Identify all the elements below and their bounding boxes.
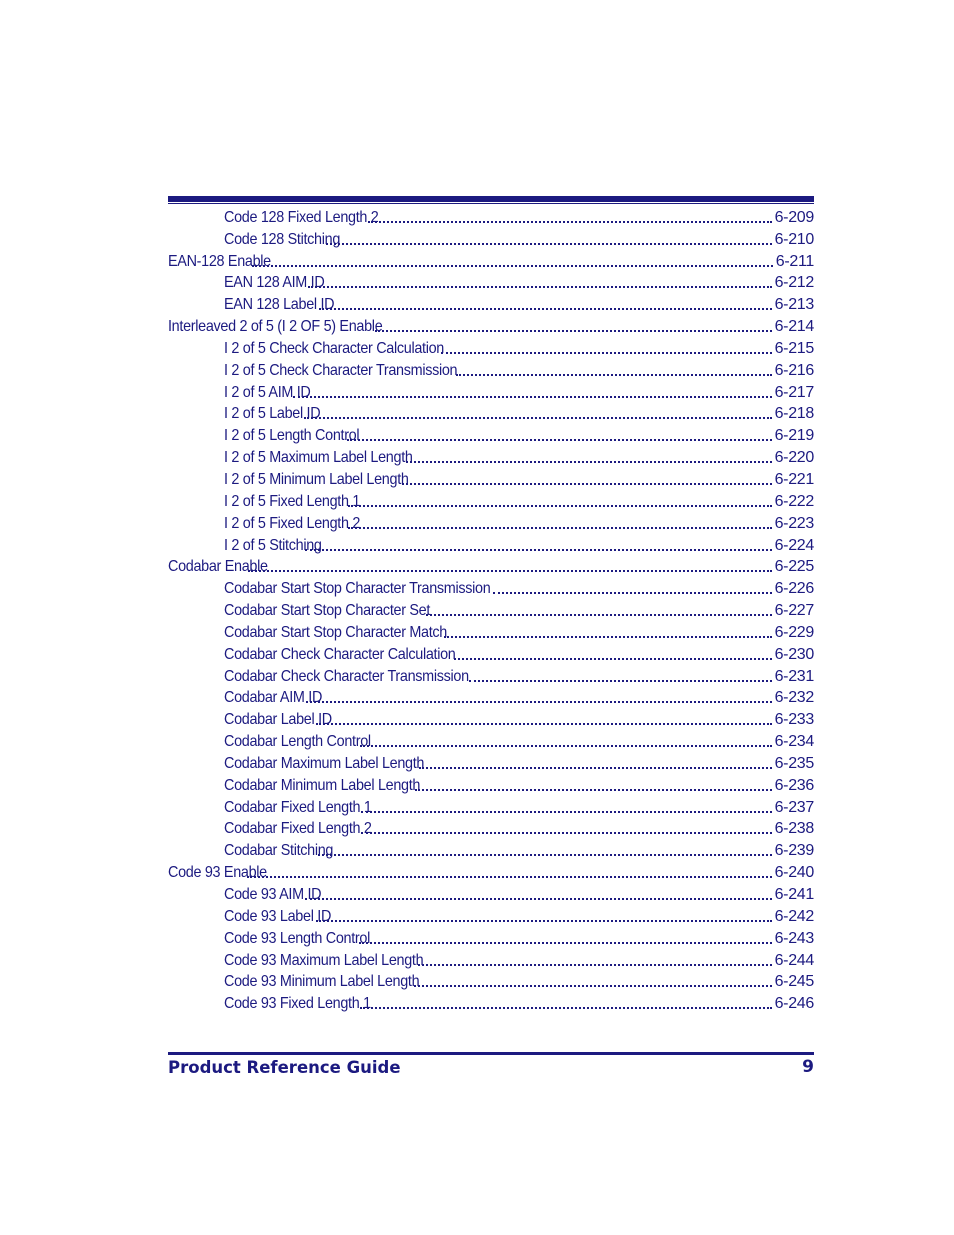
toc-entry[interactable] <box>168 620 814 642</box>
toc-entry-title: EAN-128 Enable <box>168 252 271 270</box>
toc-entry-page: 6-217 <box>774 383 814 401</box>
toc-entry-title: EAN 128 AIM ID <box>224 274 325 292</box>
toc-leader-dots <box>305 539 772 551</box>
toc-entry[interactable] <box>168 489 814 511</box>
toc-leader-dots <box>305 888 772 900</box>
toc-entry[interactable] <box>168 838 814 860</box>
toc-entry-page: 6-218 <box>774 405 814 423</box>
toc-entry-title: Codabar Start Stop Character Transmission <box>224 580 491 598</box>
toc-entry-title: Code 93 Label ID <box>224 907 332 925</box>
toc-entry-page: 6-235 <box>774 754 814 772</box>
toc-entry-page: 6-223 <box>774 514 814 532</box>
toc-entry[interactable] <box>168 642 814 664</box>
toc-entry-page: 6-243 <box>774 929 814 947</box>
toc-entry[interactable] <box>168 467 814 489</box>
toc-entry-title: Code 93 Enable <box>168 864 267 882</box>
toc-entry[interactable] <box>168 227 814 249</box>
toc-entry-title: Code 93 Length Control <box>224 929 370 947</box>
toc-entry-page: 6-227 <box>774 602 814 620</box>
toc-entry-title: Codabar Maximum Label Length <box>224 754 425 772</box>
toc-leader-dots <box>415 779 772 791</box>
toc-leader-dots <box>304 407 772 419</box>
toc-leader-dots <box>361 822 772 834</box>
toc-entry[interactable] <box>168 751 814 773</box>
toc-entry-title: Code 93 Fixed Length 1 <box>224 995 371 1013</box>
toc-leader-dots <box>306 691 772 703</box>
toc-entry-title: I 2 of 5 Maximum Label Length <box>224 449 413 467</box>
toc-entry-title: Code 93 Minimum Label Length <box>224 973 420 991</box>
toc-entry[interactable] <box>168 664 814 686</box>
toc-leader-dots <box>444 626 771 638</box>
toc-leader-dots <box>406 451 771 463</box>
toc-leader-dots <box>426 604 772 616</box>
toc-leader-dots <box>418 954 772 966</box>
toc-entry[interactable] <box>168 860 814 882</box>
toc-entry-page: 6-215 <box>774 339 814 357</box>
toc-entry[interactable] <box>168 423 814 445</box>
toc-entry-title: I 2 of 5 Check Character Calculation <box>224 339 444 357</box>
toc-leader-dots <box>316 910 772 922</box>
toc-entry[interactable] <box>168 511 814 533</box>
toc-entry-title: Codabar AIM ID <box>224 689 323 707</box>
toc-entry-page: 6-234 <box>774 733 814 751</box>
toc-leader-dots <box>347 429 772 441</box>
toc-entry-page: 6-212 <box>774 274 814 292</box>
toc-entry-title: Codabar Check Character Calculation <box>224 645 456 663</box>
toc-leader-dots <box>469 670 772 682</box>
toc-entry-page: 6-209 <box>774 208 814 226</box>
toc-entry-page: 6-245 <box>774 973 814 991</box>
toc-entry-title: Codabar Enable <box>168 558 268 576</box>
toc-entry-page: 6-229 <box>774 623 814 641</box>
toc-entry[interactable] <box>168 970 814 992</box>
toc-entry[interactable] <box>168 555 814 577</box>
toc-entry-title: I 2 of 5 AIM ID <box>224 383 311 401</box>
toc-entry-page: 6-240 <box>774 864 814 882</box>
toc-entry[interactable] <box>168 292 814 314</box>
toc-leader-dots <box>414 975 772 987</box>
toc-entry-title: I 2 of 5 Stitching <box>224 536 322 554</box>
toc-entry[interactable] <box>168 380 814 402</box>
toc-entry-title: Code 128 Stitching <box>224 230 341 248</box>
toc-entry-page: 6-237 <box>774 798 814 816</box>
toc-entry-page: 6-219 <box>774 427 814 445</box>
toc-entry-page: 6-221 <box>774 470 814 488</box>
toc-leader-dots <box>348 517 772 529</box>
toc-entry-title: Codabar Label ID <box>224 711 332 729</box>
toc-entry[interactable] <box>168 707 814 729</box>
toc-entry-title: I 2 of 5 Check Character Transmission <box>224 361 458 379</box>
toc-entry-title: Codabar Length Control <box>224 733 371 751</box>
toc-entry-title: I 2 of 5 Label ID <box>224 405 321 423</box>
toc-entry-page: 6-246 <box>774 995 814 1013</box>
toc-entry[interactable] <box>168 336 814 358</box>
toc-entry[interactable] <box>168 795 814 817</box>
toc-entry[interactable] <box>168 926 814 948</box>
toc-leader-dots <box>454 648 772 660</box>
toc-entry-title: Code 93 Maximum Label Length <box>224 951 424 969</box>
toc-leader-dots <box>316 713 771 725</box>
toc-entry[interactable] <box>168 249 814 271</box>
toc-entry-page: 6-238 <box>774 820 814 838</box>
toc-entry-title: I 2 of 5 Fixed Length 2 <box>224 514 361 532</box>
toc-entry-page: 6-244 <box>774 951 814 969</box>
table-of-contents <box>168 205 814 1013</box>
toc-entry-page: 6-241 <box>774 886 814 903</box>
footer-page-number: 9 <box>802 1057 814 1077</box>
toc-leader-dots <box>368 211 771 223</box>
toc-entry-title: Codabar Fixed Length 1 <box>224 798 372 816</box>
toc-leader-dots <box>318 844 772 856</box>
toc-leader-dots <box>293 386 772 398</box>
toc-entry-title: Codabar Minimum Label Length <box>224 776 421 794</box>
toc-entry-page: 6-231 <box>774 667 814 685</box>
toc-leader-dots <box>419 757 772 769</box>
toc-entry-title: I 2 of 5 Length Control <box>224 427 360 445</box>
toc-entry-page: 6-233 <box>774 711 814 729</box>
toc-entry-page: 6-216 <box>774 361 814 379</box>
toc-entry-title: Codabar Start Stop Character Match <box>224 623 448 641</box>
toc-entry[interactable] <box>168 991 814 1013</box>
toc-entry[interactable] <box>168 271 814 293</box>
toc-leader-dots <box>360 735 772 747</box>
toc-entry-page: 6-239 <box>774 842 814 860</box>
toc-entry[interactable] <box>168 358 814 380</box>
toc-entry[interactable] <box>168 882 814 904</box>
toc-entry[interactable] <box>168 904 814 926</box>
header-rule <box>168 196 814 202</box>
footer-rule <box>168 1052 814 1055</box>
toc-leader-dots <box>441 342 772 354</box>
toc-entry[interactable] <box>168 314 814 336</box>
toc-entry-page: 6-236 <box>774 776 814 794</box>
toc-leader-dots <box>348 495 772 507</box>
toc-entry-title: Codabar Check Character Transmission <box>224 667 469 685</box>
toc-entry-title: Interleaved 2 of 5 (I 2 OF 5) Enable <box>168 318 383 336</box>
toc-entry[interactable] <box>168 948 814 970</box>
toc-leader-dots <box>247 866 771 878</box>
toc-entry[interactable] <box>168 576 814 598</box>
toc-entry-page: 6-211 <box>775 252 814 270</box>
toc-entry[interactable] <box>168 598 814 620</box>
toc-entry-title: Code 93 AIM ID <box>224 886 322 903</box>
toc-leader-dots <box>326 233 772 245</box>
toc-leader-dots <box>359 932 772 944</box>
toc-entry[interactable] <box>168 205 814 227</box>
toc-entry-title: Code 128 Fixed Length 2 <box>224 208 379 226</box>
footer-title: Product Reference Guide <box>168 1058 401 1077</box>
toc-leader-dots <box>375 320 771 332</box>
toc-entry-page: 6-232 <box>774 689 814 707</box>
toc-entry-page: 6-226 <box>774 580 814 598</box>
toc-entry-page: 6-220 <box>774 449 814 467</box>
toc-entry[interactable] <box>168 533 814 555</box>
toc-entry[interactable] <box>168 445 814 467</box>
toc-entry-page: 6-242 <box>774 907 814 925</box>
toc-leader-dots <box>248 560 772 572</box>
toc-entry[interactable] <box>168 729 814 751</box>
toc-entry[interactable] <box>168 402 814 424</box>
toc-leader-dots <box>493 582 772 594</box>
toc-entry-page: 6-224 <box>774 536 814 554</box>
toc-entry-title: EAN 128 Label ID <box>224 296 335 314</box>
toc-leader-dots <box>360 997 772 1009</box>
toc-entry-page: 6-222 <box>774 492 814 510</box>
toc-entry-page: 6-225 <box>774 558 814 576</box>
toc-entry-title: Codabar Start Stop Character Set <box>224 602 431 620</box>
toc-entry-page: 6-213 <box>774 296 814 314</box>
toc-entry-page: 6-230 <box>774 645 814 663</box>
toc-entry[interactable] <box>168 773 814 795</box>
toc-entry-title: Codabar Fixed Length 2 <box>224 820 372 838</box>
toc-entry-title: I 2 of 5 Minimum Label Length <box>224 470 409 488</box>
toc-leader-dots <box>361 801 772 813</box>
toc-leader-dots <box>252 255 773 267</box>
toc-entry[interactable] <box>168 817 814 839</box>
toc-entry-page: 6-214 <box>774 318 814 336</box>
toc-entry-title: Codabar Stitching <box>224 842 334 860</box>
toc-entry[interactable] <box>168 686 814 708</box>
toc-leader-dots <box>308 276 771 288</box>
toc-entry-title: I 2 of 5 Fixed Length 1 <box>224 492 361 510</box>
toc-leader-dots <box>319 298 771 310</box>
toc-leader-dots <box>402 473 772 485</box>
toc-entry-page: 6-210 <box>774 230 814 248</box>
toc-leader-dots <box>456 364 772 376</box>
